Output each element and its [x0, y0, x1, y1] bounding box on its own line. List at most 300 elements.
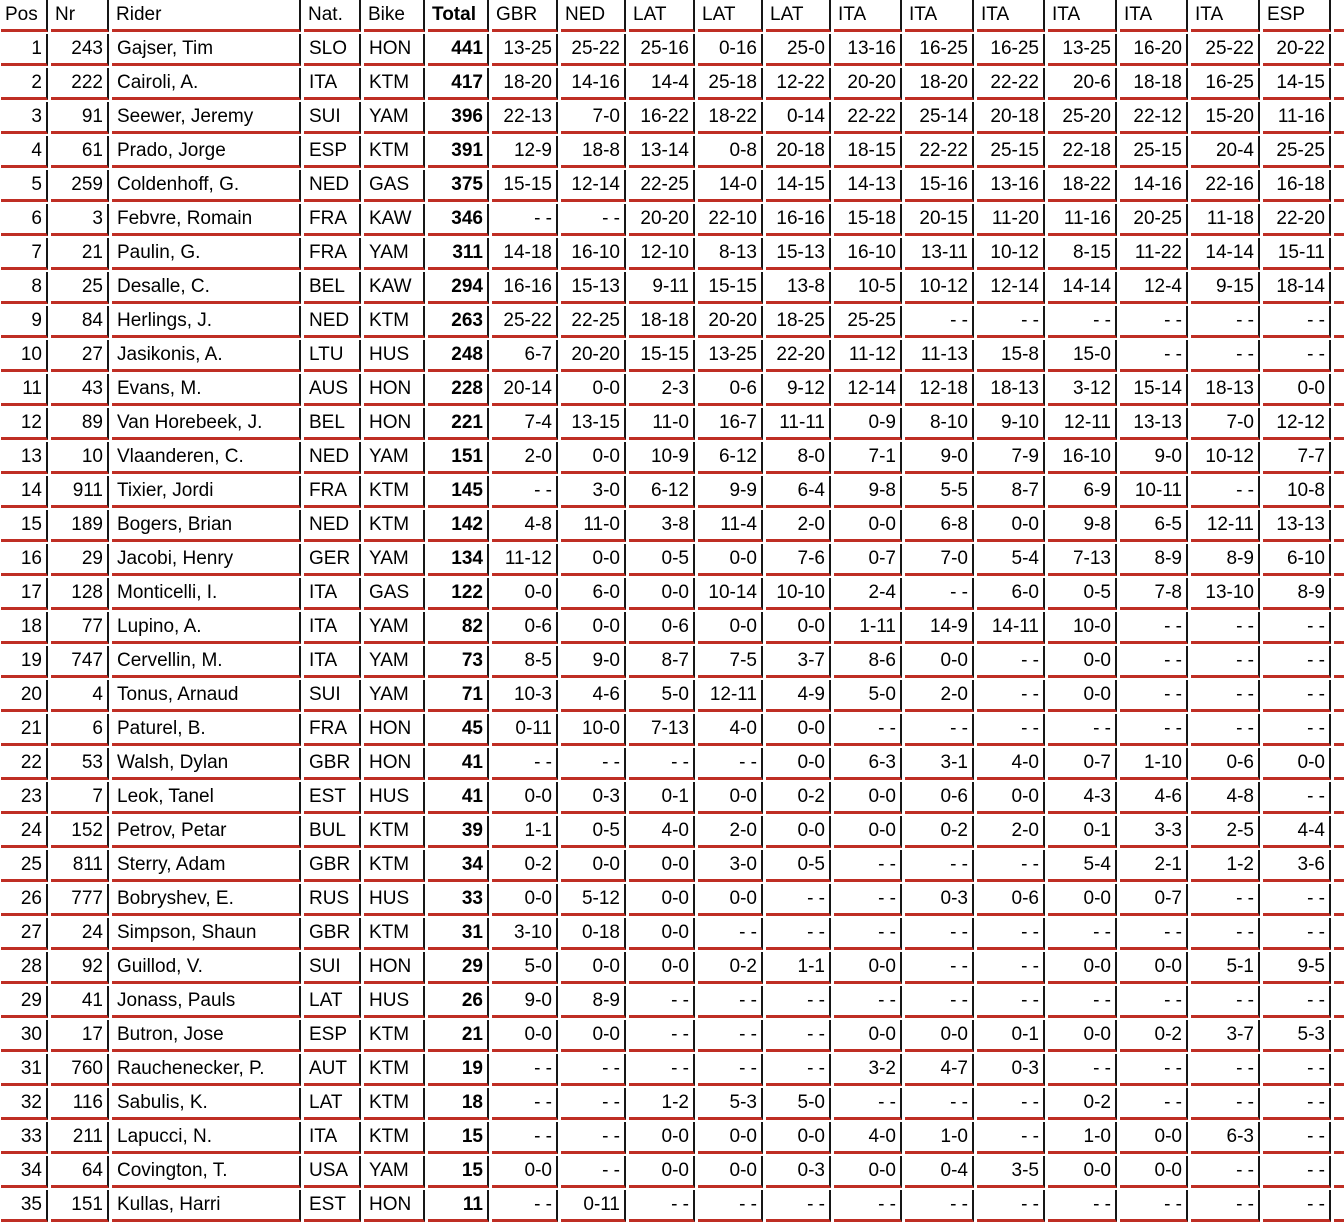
nr-cell: 128 [51, 578, 109, 610]
nat-cell: GER [304, 544, 361, 576]
gp-result-cell: - - [1048, 918, 1117, 950]
gp-result-cell: 12-18 [905, 374, 974, 406]
gp-result-cell: 4-3 [1048, 782, 1117, 814]
gp-result-cell: - - [1120, 714, 1188, 746]
gp-result-cell: - - [905, 1190, 974, 1222]
gp-result-cell: 7-5 [698, 646, 763, 678]
gp-result-cell: 12-22 [766, 68, 831, 100]
pos-cell: 18 [1, 612, 48, 644]
clipped-cell [1334, 714, 1344, 746]
gp-result-cell: 0-0 [766, 1122, 831, 1154]
pos-cell: 21 [1, 714, 48, 746]
gp-result-cell: - - [492, 204, 558, 236]
gp-result-cell: - - [1191, 646, 1260, 678]
total-cell: 15 [428, 1156, 489, 1188]
gp-result-cell: 10-5 [834, 272, 902, 304]
pos-cell: 13 [1, 442, 48, 474]
gp-result-cell: 20-6 [1048, 68, 1117, 100]
gp-result-cell: 0-3 [561, 782, 626, 814]
gp-result-cell: - - [561, 748, 626, 780]
gp-result-cell: 20-20 [561, 340, 626, 372]
nr-cell: 777 [51, 884, 109, 916]
rider-cell: Monticelli, I. [112, 578, 301, 610]
gp-result-cell: 10-10 [766, 578, 831, 610]
gp-result-cell: - - [766, 986, 831, 1018]
rider-cell: Jasikonis, A. [112, 340, 301, 372]
bike-cell: YAM [364, 238, 425, 270]
column-header: Rider [112, 0, 301, 32]
total-cell: 41 [428, 782, 489, 814]
gp-result-cell: 14-0 [698, 170, 763, 202]
gp-result-cell: - - [561, 204, 626, 236]
gp-result-cell: 9-8 [834, 476, 902, 508]
table-row [1, 34, 1344, 66]
table-row [1, 374, 1344, 406]
gp-result-cell: - - [1120, 986, 1188, 1018]
gp-result-cell: - - [1120, 306, 1188, 338]
column-header: ITA [977, 0, 1045, 32]
gp-result-cell: 7-4 [492, 408, 558, 440]
gp-result-cell: - - [905, 1088, 974, 1120]
pos-cell: 12 [1, 408, 48, 440]
clipped-cell [1334, 204, 1344, 236]
clipped-cell [1334, 578, 1344, 610]
nr-cell: 811 [51, 850, 109, 882]
gp-result-cell: - - [1263, 340, 1331, 372]
gp-result-cell: - - [834, 884, 902, 916]
rider-cell: Seewer, Jeremy [112, 102, 301, 134]
gp-result-cell: - - [1263, 306, 1331, 338]
gp-result-cell: 20-20 [834, 68, 902, 100]
gp-result-cell: - - [1263, 884, 1331, 916]
nr-cell: 91 [51, 102, 109, 134]
gp-result-cell: - - [1263, 680, 1331, 712]
gp-result-cell: 7-7 [1263, 442, 1331, 474]
gp-result-cell: 2-3 [629, 374, 695, 406]
nr-cell: 7 [51, 782, 109, 814]
gp-result-cell: - - [1263, 782, 1331, 814]
gp-result-cell: 14-4 [629, 68, 695, 100]
clipped-cell [1334, 136, 1344, 168]
gp-result-cell: 8-5 [492, 646, 558, 678]
rider-cell: Prado, Jorge [112, 136, 301, 168]
rider-cell: Lupino, A. [112, 612, 301, 644]
table-row [1, 578, 1344, 610]
clipped-column-header [1334, 0, 1344, 32]
gp-result-cell: 14-13 [834, 170, 902, 202]
column-header: ITA [1120, 0, 1188, 32]
table-row [1, 1054, 1344, 1086]
gp-result-cell: - - [492, 1122, 558, 1154]
gp-result-cell: 18-20 [492, 68, 558, 100]
pos-cell: 11 [1, 374, 48, 406]
nat-cell: ESP [304, 1020, 361, 1052]
gp-result-cell: - - [1120, 1190, 1188, 1222]
table-row [1, 340, 1344, 372]
gp-result-cell: 16-10 [834, 238, 902, 270]
total-cell: 29 [428, 952, 489, 984]
nat-cell: GBR [304, 918, 361, 950]
bike-cell: KTM [364, 306, 425, 338]
gp-result-cell: 3-0 [698, 850, 763, 882]
gp-result-cell: 22-10 [698, 204, 763, 236]
total-cell: 73 [428, 646, 489, 678]
gp-result-cell: 8-10 [905, 408, 974, 440]
nr-cell: 92 [51, 952, 109, 984]
rider-cell: Sterry, Adam [112, 850, 301, 882]
column-header: LAT [766, 0, 831, 32]
gp-result-cell: 1-2 [629, 1088, 695, 1120]
gp-result-cell: 0-2 [492, 850, 558, 882]
gp-result-cell: 0-0 [629, 1122, 695, 1154]
clipped-cell [1334, 782, 1344, 814]
gp-result-cell: 8-7 [977, 476, 1045, 508]
rider-cell: Febvre, Romain [112, 204, 301, 236]
table-row [1, 782, 1344, 814]
gp-result-cell: - - [1120, 340, 1188, 372]
gp-result-cell: 6-4 [766, 476, 831, 508]
gp-result-cell: 0-9 [834, 408, 902, 440]
gp-result-cell: 5-1 [1191, 952, 1260, 984]
table-row [1, 850, 1344, 882]
gp-result-cell: 0-0 [629, 850, 695, 882]
column-header: LAT [698, 0, 763, 32]
gp-result-cell: 10-9 [629, 442, 695, 474]
gp-result-cell: 0-6 [629, 612, 695, 644]
bike-cell: YAM [364, 442, 425, 474]
nr-cell: 6 [51, 714, 109, 746]
gp-result-cell: 13-25 [698, 340, 763, 372]
gp-result-cell: 9-5 [1263, 952, 1331, 984]
pos-cell: 15 [1, 510, 48, 542]
gp-result-cell: 4-9 [766, 680, 831, 712]
gp-result-cell: 7-6 [766, 544, 831, 576]
nat-cell: LAT [304, 1088, 361, 1120]
gp-result-cell: 3-10 [492, 918, 558, 950]
gp-result-cell: 9-0 [561, 646, 626, 678]
nat-cell: LAT [304, 986, 361, 1018]
gp-result-cell: - - [629, 1054, 695, 1086]
gp-result-cell: 11-16 [1048, 204, 1117, 236]
gp-result-cell: 18-15 [834, 136, 902, 168]
gp-result-cell: 0-5 [766, 850, 831, 882]
gp-result-cell: 0-7 [1120, 884, 1188, 916]
gp-result-cell: 3-7 [766, 646, 831, 678]
gp-result-cell: 2-4 [834, 578, 902, 610]
gp-result-cell: 12-10 [629, 238, 695, 270]
gp-result-cell: 6-3 [1191, 1122, 1260, 1154]
gp-result-cell: 0-7 [834, 544, 902, 576]
gp-result-cell: 6-3 [834, 748, 902, 780]
gp-result-cell: 0-0 [561, 850, 626, 882]
gp-result-cell: 11-0 [561, 510, 626, 542]
gp-result-cell: - - [977, 714, 1045, 746]
gp-result-cell: 13-16 [834, 34, 902, 66]
gp-result-cell: - - [1191, 612, 1260, 644]
clipped-cell [1334, 408, 1344, 440]
gp-result-cell: 0-0 [1120, 1156, 1188, 1188]
gp-result-cell: 0-0 [492, 1156, 558, 1188]
gp-result-cell: 5-0 [766, 1088, 831, 1120]
gp-result-cell: 0-6 [1191, 748, 1260, 780]
table-row [1, 476, 1344, 508]
gp-result-cell: - - [1120, 646, 1188, 678]
gp-result-cell: - - [698, 1054, 763, 1086]
nr-cell: 152 [51, 816, 109, 848]
total-cell: 45 [428, 714, 489, 746]
gp-result-cell: 3-12 [1048, 374, 1117, 406]
gp-result-cell: 1-11 [834, 612, 902, 644]
gp-result-cell: 20-20 [629, 204, 695, 236]
gp-result-cell: 0-0 [834, 510, 902, 542]
gp-result-cell: 10-3 [492, 680, 558, 712]
clipped-cell [1334, 544, 1344, 576]
gp-result-cell: 0-5 [1048, 578, 1117, 610]
pos-cell: 31 [1, 1054, 48, 1086]
clipped-cell [1334, 612, 1344, 644]
nr-cell: 243 [51, 34, 109, 66]
gp-result-cell: 16-7 [698, 408, 763, 440]
gp-result-cell: 11-16 [1263, 102, 1331, 134]
gp-result-cell: 22-13 [492, 102, 558, 134]
gp-result-cell: 14-9 [905, 612, 974, 644]
bike-cell: GAS [364, 170, 425, 202]
nat-cell: GBR [304, 748, 361, 780]
rider-cell: Petrov, Petar [112, 816, 301, 848]
total-cell: 396 [428, 102, 489, 134]
gp-result-cell: 22-20 [766, 340, 831, 372]
gp-result-cell: 6-8 [905, 510, 974, 542]
rider-cell: Guillod, V. [112, 952, 301, 984]
gp-result-cell: 0-0 [1263, 374, 1331, 406]
gp-result-cell: 10-12 [1191, 442, 1260, 474]
nr-cell: 53 [51, 748, 109, 780]
nr-cell: 911 [51, 476, 109, 508]
gp-result-cell: 0-0 [492, 782, 558, 814]
gp-result-cell: 0-6 [905, 782, 974, 814]
gp-result-cell: 0-1 [977, 1020, 1045, 1052]
table-row [1, 1190, 1344, 1222]
gp-result-cell: 3-6 [1263, 850, 1331, 882]
gp-result-cell: - - [1263, 1088, 1331, 1120]
gp-result-cell: 11-13 [905, 340, 974, 372]
nr-cell: 24 [51, 918, 109, 950]
bike-cell: YAM [364, 544, 425, 576]
nat-cell: LTU [304, 340, 361, 372]
gp-result-cell: 11-22 [1120, 238, 1188, 270]
gp-result-cell: 5-0 [629, 680, 695, 712]
pos-cell: 1 [1, 34, 48, 66]
total-cell: 21 [428, 1020, 489, 1052]
gp-result-cell: 22-25 [629, 170, 695, 202]
gp-result-cell: 20-25 [1120, 204, 1188, 236]
nat-cell: NED [304, 306, 361, 338]
gp-result-cell: 25-22 [492, 306, 558, 338]
gp-result-cell: 4-8 [492, 510, 558, 542]
gp-result-cell: 16-16 [492, 272, 558, 304]
gp-result-cell: - - [977, 850, 1045, 882]
gp-result-cell: 25-0 [766, 34, 831, 66]
table-row [1, 918, 1344, 950]
total-cell: 248 [428, 340, 489, 372]
total-cell: 41 [428, 748, 489, 780]
table-row [1, 408, 1344, 440]
clipped-cell [1334, 272, 1344, 304]
gp-result-cell: 6-0 [977, 578, 1045, 610]
gp-result-cell: 7-13 [1048, 544, 1117, 576]
clipped-cell [1334, 374, 1344, 406]
gp-result-cell: 7-9 [977, 442, 1045, 474]
nr-cell: 25 [51, 272, 109, 304]
total-cell: 39 [428, 816, 489, 848]
nat-cell: BEL [304, 408, 361, 440]
clipped-cell [1334, 442, 1344, 474]
bike-cell: KTM [364, 1088, 425, 1120]
gp-result-cell: 22-25 [561, 306, 626, 338]
gp-result-cell: - - [1191, 918, 1260, 950]
gp-result-cell: 0-0 [561, 1020, 626, 1052]
pos-cell: 9 [1, 306, 48, 338]
nat-cell: GBR [304, 850, 361, 882]
table-row [1, 884, 1344, 916]
gp-result-cell: 0-0 [834, 782, 902, 814]
total-cell: 18 [428, 1088, 489, 1120]
gp-result-cell: 0-0 [834, 1156, 902, 1188]
gp-result-cell: 25-25 [1263, 136, 1331, 168]
gp-result-cell: 25-16 [629, 34, 695, 66]
gp-result-cell: 0-0 [492, 578, 558, 610]
gp-result-cell: - - [977, 646, 1045, 678]
gp-result-cell: 20-15 [905, 204, 974, 236]
pos-cell: 34 [1, 1156, 48, 1188]
gp-result-cell: - - [492, 748, 558, 780]
gp-result-cell: 0-0 [1263, 748, 1331, 780]
gp-result-cell: - - [977, 306, 1045, 338]
gp-result-cell: 18-18 [1120, 68, 1188, 100]
total-cell: 391 [428, 136, 489, 168]
gp-result-cell: - - [834, 986, 902, 1018]
gp-result-cell: 14-11 [977, 612, 1045, 644]
gp-result-cell: 18-25 [766, 306, 831, 338]
gp-result-cell: - - [905, 986, 974, 1018]
pos-cell: 28 [1, 952, 48, 984]
gp-result-cell: 5-12 [561, 884, 626, 916]
gp-result-cell: 11-18 [1191, 204, 1260, 236]
gp-result-cell: - - [834, 850, 902, 882]
gp-result-cell: 18-22 [698, 102, 763, 134]
gp-result-cell: - - [1191, 1054, 1260, 1086]
gp-result-cell: - - [905, 714, 974, 746]
nr-cell: 747 [51, 646, 109, 678]
gp-result-cell: 12-14 [561, 170, 626, 202]
bike-cell: YAM [364, 102, 425, 134]
nr-cell: 61 [51, 136, 109, 168]
gp-result-cell: - - [1263, 918, 1331, 950]
gp-result-cell: - - [1191, 1156, 1260, 1188]
gp-result-cell: 13-25 [492, 34, 558, 66]
nat-cell: SUI [304, 680, 361, 712]
rider-cell: Herlings, J. [112, 306, 301, 338]
gp-result-cell: - - [1191, 986, 1260, 1018]
bike-cell: HUS [364, 782, 425, 814]
gp-result-cell: 5-5 [905, 476, 974, 508]
gp-result-cell: 2-0 [766, 510, 831, 542]
gp-result-cell: 0-0 [629, 884, 695, 916]
gp-result-cell: - - [977, 1088, 1045, 1120]
nat-cell: AUS [304, 374, 361, 406]
gp-result-cell: 10-0 [561, 714, 626, 746]
gp-result-cell: - - [1263, 1190, 1331, 1222]
clipped-cell [1334, 918, 1344, 950]
gp-result-cell: 6-12 [629, 476, 695, 508]
total-cell: 134 [428, 544, 489, 576]
pos-cell: 33 [1, 1122, 48, 1154]
clipped-cell [1334, 170, 1344, 202]
gp-result-cell: 0-0 [561, 952, 626, 984]
gp-result-cell: - - [977, 1190, 1045, 1222]
gp-result-cell: 11-20 [977, 204, 1045, 236]
gp-result-cell: 0-0 [1048, 680, 1117, 712]
nat-cell: SUI [304, 102, 361, 134]
gp-result-cell: 20-18 [766, 136, 831, 168]
gp-result-cell: - - [492, 1054, 558, 1086]
gp-result-cell: 15-15 [698, 272, 763, 304]
gp-result-cell: - - [1191, 1190, 1260, 1222]
gp-result-cell: - - [977, 680, 1045, 712]
gp-result-cell: 13-16 [977, 170, 1045, 202]
gp-result-cell: 15-20 [1191, 102, 1260, 134]
clipped-cell [1334, 748, 1344, 780]
gp-result-cell: 0-14 [766, 102, 831, 134]
gp-result-cell: 15-15 [629, 340, 695, 372]
clipped-cell [1334, 1156, 1344, 1188]
total-cell: 19 [428, 1054, 489, 1086]
column-header: Bike [364, 0, 425, 32]
gp-result-cell: 22-22 [834, 102, 902, 134]
gp-result-cell: - - [698, 748, 763, 780]
total-cell: 142 [428, 510, 489, 542]
gp-result-cell: 22-22 [905, 136, 974, 168]
gp-result-cell: - - [905, 952, 974, 984]
gp-result-cell: 0-6 [698, 374, 763, 406]
gp-result-cell: - - [905, 850, 974, 882]
gp-result-cell: 7-13 [629, 714, 695, 746]
gp-result-cell: - - [1191, 306, 1260, 338]
gp-result-cell: - - [629, 1020, 695, 1052]
gp-result-cell: 0-0 [766, 714, 831, 746]
pos-cell: 19 [1, 646, 48, 678]
gp-result-cell: 3-1 [905, 748, 974, 780]
clipped-cell [1334, 476, 1344, 508]
nat-cell: NED [304, 442, 361, 474]
gp-result-cell: 0-0 [629, 918, 695, 950]
gp-result-cell: - - [1048, 714, 1117, 746]
bike-cell: YAM [364, 612, 425, 644]
clipped-cell [1334, 102, 1344, 134]
gp-result-cell: - - [766, 1054, 831, 1086]
gp-result-cell: 22-20 [1263, 204, 1331, 236]
total-cell: 151 [428, 442, 489, 474]
rider-cell: Paulin, G. [112, 238, 301, 270]
header-row [1, 0, 1344, 32]
bike-cell: KTM [364, 850, 425, 882]
bike-cell: KTM [364, 1020, 425, 1052]
nr-cell: 21 [51, 238, 109, 270]
gp-result-cell: 16-22 [629, 102, 695, 134]
nr-cell: 151 [51, 1190, 109, 1222]
gp-result-cell: 0-11 [561, 1190, 626, 1222]
bike-cell: KAW [364, 272, 425, 304]
